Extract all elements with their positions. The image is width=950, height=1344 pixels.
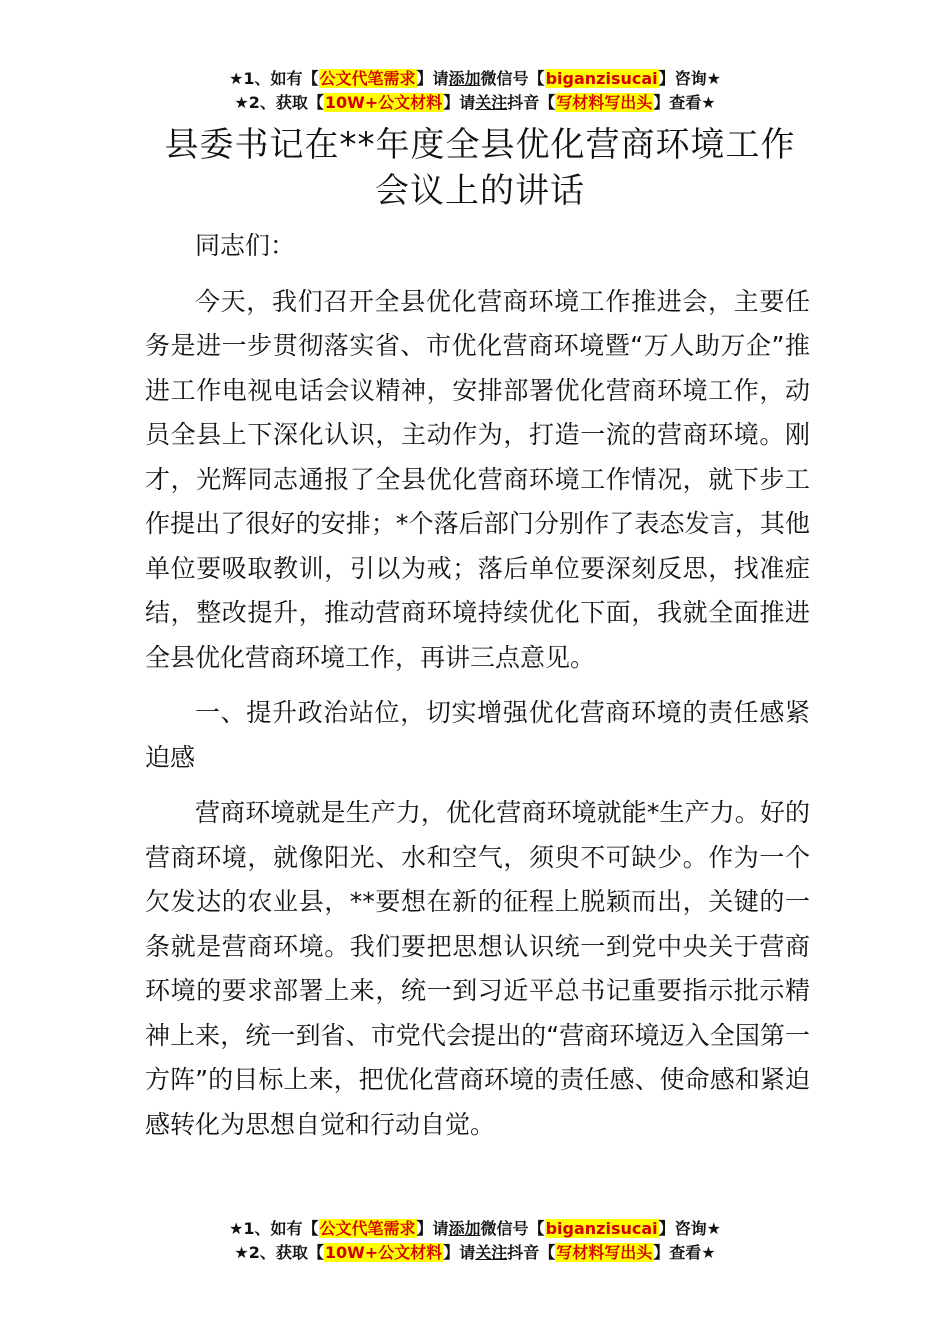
promo-highlight: 公文代笔需求 <box>319 1219 416 1238</box>
promo-text: 】请 <box>443 1243 476 1262</box>
promo-underlined: 关注 <box>475 93 508 112</box>
promo-text: 】请 <box>416 69 449 88</box>
promo-underlined: 添加 <box>448 69 481 88</box>
promo-highlight: biganzisucai <box>545 69 658 88</box>
promo-line-2 <box>0 91 950 115</box>
promo-text: 微信号【 <box>480 69 545 88</box>
promo-text: 】请 <box>443 93 476 112</box>
paragraph: 今天，我们召开全县优化营商环境工作推进会，主要任务是进一步贯彻落实省、市优化营商环境暨“万人助万企”推进工作电视电话会议精神，安排部署优化营商环境工作，动员全县上下深化认识，主动作为，打造一流的营商环境。刚才，光辉同志通报了全县优化营商环境工作情况，就下步工作提出了很好的安排；*个落后部门分别作了表态发言，其他单位要吸取教训，引以为戒；落后单位要深刻反思，找准症结，整改提升，推动营商环境持续优化下面，我就全面推进全县优化营商环境工作，再讲三点意见。 <box>145 286 810 672</box>
promo-text: 抖音【 <box>507 93 556 112</box>
greeting: 同志们： <box>195 231 296 260</box>
promo-underlined: 关注 <box>475 1243 508 1262</box>
paragraph: 营商环境就是生产力，优化营商环境就能*生产力。好的营商环境，就像阳光、水和空气，须臾不可缺少。作为一个欠发达的农业县，**要想在新的征程上脱颖而出，关键的一条就是营商环境。我们要把思想认识统一到党中央关于营商环境的要求部署上来，统一到习近平总书记重要指示批示精神上来，统一到省、市党代会提出的“营商环境迈入全国第一方阵”的目标上来，把优化营商环境的责任感、使命感和紧迫感转化为思想自觉和行动自觉。 <box>145 798 810 1139</box>
promo-highlight: 写材料写出头 <box>556 93 653 112</box>
promo-highlight: 写材料写出头 <box>556 1243 653 1262</box>
promo-line-1 <box>0 1217 950 1241</box>
promo-underlined: 添加 <box>448 1219 481 1238</box>
promo-highlight: 10W+公文材料 <box>324 93 443 112</box>
promo-footer <box>0 1217 950 1265</box>
promo-text: 】查看★ <box>653 1243 716 1262</box>
promo-text: 抖音【 <box>507 1243 556 1262</box>
promo-text: 】咨询★ <box>658 69 721 88</box>
document-title: 县委书记在**年度全县优化营商环境工作会议上的讲话 <box>164 125 796 211</box>
promo-highlight: 公文代笔需求 <box>319 69 416 88</box>
promo-text: 】查看★ <box>653 93 716 112</box>
promo-text: ★1、如有【 <box>229 1219 319 1238</box>
promo-text: 】咨询★ <box>658 1219 721 1238</box>
promo-text: ★1、如有【 <box>229 69 319 88</box>
promo-highlight: 10W+公文材料 <box>324 1243 443 1262</box>
promo-line-2 <box>0 1241 950 1265</box>
promo-highlight: biganzisucai <box>545 1219 658 1238</box>
promo-header <box>0 67 950 115</box>
promo-text: 】请 <box>416 1219 449 1238</box>
section-heading: 一、提升政治站位，切实增强优化营商环境的责任感紧迫感 <box>145 698 810 772</box>
document-body <box>145 224 810 1158</box>
promo-text: ★2、获取【 <box>234 1243 324 1262</box>
promo-line-1 <box>0 67 950 91</box>
promo-text: 微信号【 <box>480 1219 545 1238</box>
promo-text: ★2、获取【 <box>234 93 324 112</box>
